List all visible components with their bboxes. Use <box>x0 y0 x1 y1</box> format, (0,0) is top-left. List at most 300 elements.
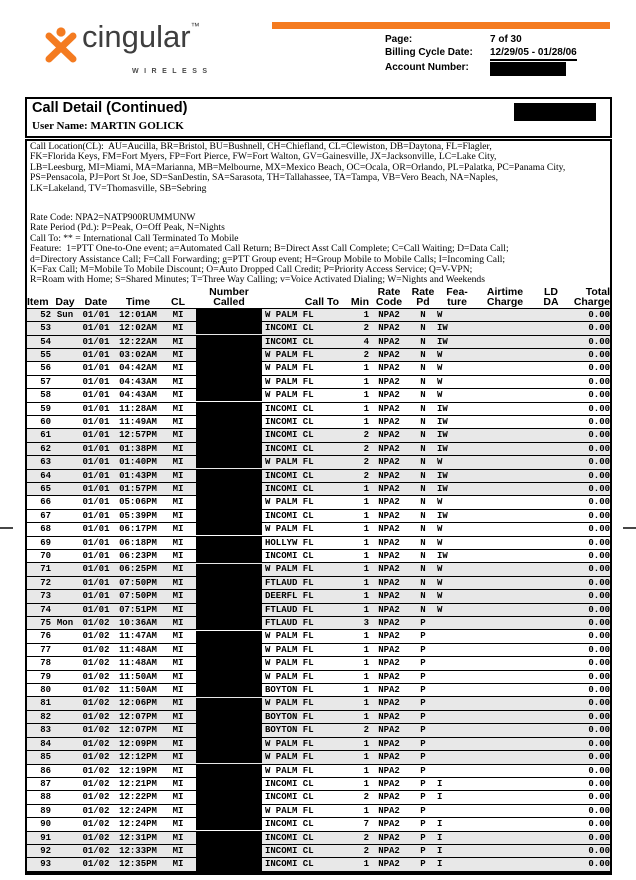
cell-number-called <box>193 724 265 737</box>
cell-total_charge: 0.00 <box>588 443 610 454</box>
cell-feature: IW <box>437 323 448 334</box>
cell-ld_da <box>533 777 569 790</box>
cell-airtime_charge <box>477 469 533 482</box>
cell-item: 75 <box>40 618 51 629</box>
cell-cl: MI <box>172 765 184 776</box>
cell-ld_da <box>533 684 569 697</box>
cell-call_to: W PALM FL <box>265 658 314 669</box>
cell-rate_pd: P <box>420 792 426 803</box>
cell-number-called <box>193 308 265 321</box>
cell-call_to: W PALM FL <box>265 349 314 360</box>
cell-min: 1 <box>363 363 369 374</box>
cell-day <box>51 536 79 549</box>
cell-time: 12:07PM <box>119 725 157 736</box>
cell-total_charge: 0.00 <box>588 564 610 575</box>
cell-day <box>51 777 79 790</box>
cell-cl: MI <box>172 631 184 642</box>
cell-airtime_charge <box>477 844 533 857</box>
cell-rate_pd: P <box>420 765 426 776</box>
table-row <box>27 429 610 442</box>
cell-item: 91 <box>40 832 51 843</box>
cell-airtime_charge <box>477 590 533 603</box>
cell-item: 77 <box>40 644 51 655</box>
table-row <box>27 563 610 576</box>
table-row <box>27 402 610 415</box>
cell-cl: MI <box>172 832 184 843</box>
cell-min: 1 <box>363 685 369 696</box>
cell-call_to: INCOMI CL <box>265 859 314 870</box>
redacted-number-called <box>196 805 262 817</box>
cell-call_to: W PALM FL <box>265 671 314 682</box>
cell-date: 01/02 <box>82 698 110 709</box>
cell-number-called <box>193 617 265 630</box>
cell-date: 01/01 <box>82 591 110 602</box>
cell-number-called <box>193 630 265 643</box>
col-header-feature: Fea- <box>446 285 468 298</box>
cell-rate_pd: P <box>420 698 426 709</box>
cell-airtime_charge <box>477 536 533 549</box>
cell-ld_da <box>533 348 569 361</box>
cell-call_to: INCOMI CL <box>265 510 314 521</box>
cell-date: 01/01 <box>82 604 110 615</box>
cell-feature <box>437 617 477 630</box>
cell-total_charge: 0.00 <box>588 403 610 414</box>
cell-rate_pd: N <box>420 443 426 454</box>
cell-feature: W <box>437 349 443 360</box>
redacted-number-called <box>196 429 262 441</box>
call-table <box>27 286 610 872</box>
cell-day <box>51 415 79 428</box>
cell-ld_da <box>533 335 569 348</box>
cell-rate_code: NPA2 <box>378 430 400 441</box>
legend-line: d=Directory Assistance Call; F=Call Forwarding; g=PTT Group event; H=Group Mobile to Mobile Calls; I=Incoming Call; <box>30 253 506 265</box>
cell-date: 01/02 <box>82 832 110 843</box>
cell-day <box>51 858 79 871</box>
cell-rate_code: NPA2 <box>378 349 400 360</box>
cell-day <box>51 764 79 777</box>
cell-min: 2 <box>363 792 369 803</box>
redacted-number-called <box>196 845 262 857</box>
cell-total_charge: 0.00 <box>588 497 610 508</box>
cell-airtime_charge <box>477 630 533 643</box>
cell-date: 01/01 <box>82 309 110 320</box>
cell-rate_code: NPA2 <box>378 510 400 521</box>
redacted-number-called <box>196 778 262 790</box>
cell-day <box>51 710 79 723</box>
cell-time: 12:21PM <box>119 778 157 789</box>
cell-day <box>51 442 79 455</box>
cell-cl: MI <box>172 845 184 856</box>
cell-feature: IW <box>437 336 448 347</box>
cell-rate_pd: N <box>420 564 426 575</box>
legend-line: PS=Pensacola, PJ=Port St Joe, SD=SanDestin, SA=Sarasota, TH=Tallahassee, TA=Tampa, VB=Vero Beach, NA=Naples, <box>30 172 499 184</box>
cell-total_charge: 0.00 <box>588 792 610 803</box>
cell-day <box>51 322 79 335</box>
cell-feature: W <box>437 564 443 575</box>
cell-feature: I <box>437 792 443 803</box>
col-header-item: Item <box>27 296 49 309</box>
cell-ld_da <box>533 818 569 831</box>
cell-ld_da <box>533 375 569 388</box>
cell-rate_pd: P <box>420 658 426 669</box>
cell-day <box>51 804 79 817</box>
cell-number-called <box>193 697 265 710</box>
cell-rate_code: NPA2 <box>378 537 400 548</box>
cell-call_to: INCOMI CL <box>265 443 314 454</box>
cell-time: 07:50PM <box>119 591 157 602</box>
cell-min: 3 <box>363 618 369 629</box>
legend-spacer <box>27 194 610 212</box>
cell-cl: MI <box>172 403 184 414</box>
cell-call_to: INCOMI CL <box>265 551 314 561</box>
cell-item: 61 <box>40 430 51 441</box>
table-row <box>27 697 610 710</box>
cell-cl: MI <box>172 524 184 535</box>
cell-ld_da <box>533 751 569 764</box>
cell-cl: MI <box>172 792 184 803</box>
cell-cl: MI <box>172 483 184 494</box>
cell-rate_pd: N <box>420 497 426 508</box>
cell-total_charge: 0.00 <box>588 336 610 347</box>
cell-day <box>51 563 79 576</box>
cell-cl: MI <box>172 470 184 481</box>
cell-call_to: W PALM FL <box>265 390 314 401</box>
cell-ld_da <box>533 576 569 589</box>
cell-min: 2 <box>363 832 369 843</box>
cell-item: 88 <box>40 792 51 803</box>
cell-cl: MI <box>172 363 184 374</box>
redaction-box <box>514 103 596 121</box>
cell-min: 1 <box>363 658 369 669</box>
cell-date: 01/02 <box>82 778 110 789</box>
table-row <box>27 844 610 857</box>
redacted-number-called <box>196 376 262 388</box>
cell-time: 07:50PM <box>119 577 157 588</box>
redacted-number-called <box>196 657 262 669</box>
cell-airtime_charge <box>477 496 533 509</box>
cell-item: 56 <box>40 363 51 374</box>
cell-day <box>51 831 79 844</box>
cell-rate_pd: N <box>420 403 426 414</box>
cell-rate_code: NPA2 <box>378 336 400 347</box>
cell-min: 1 <box>363 309 369 320</box>
cell-total_charge: 0.00 <box>588 859 610 870</box>
cell-ld_da <box>533 630 569 643</box>
cell-number-called <box>193 335 265 348</box>
cell-rate_pd: N <box>420 577 426 588</box>
cell-total_charge: 0.00 <box>588 738 610 749</box>
table-row <box>27 375 610 388</box>
cell-feature <box>437 804 477 817</box>
cell-total_charge: 0.00 <box>588 349 610 360</box>
legend-line: FK=Florida Keys, FM=Fort Myers, FP=Fort Pierce, FW=Fort Walton, GV=Gainesville, JX=Jacksonville, LC=Lake City, <box>30 151 497 163</box>
cell-number-called <box>193 670 265 683</box>
cell-rate_code: NPA2 <box>378 403 400 414</box>
cell-item: 54 <box>40 336 51 347</box>
cell-airtime_charge <box>477 362 533 375</box>
cell-item: 68 <box>40 524 51 535</box>
cell-airtime_charge <box>477 402 533 415</box>
col-header-cl: CL <box>171 296 185 309</box>
cell-rate_pd: N <box>420 323 426 334</box>
cell-ld_da <box>533 710 569 723</box>
cell-time: 01:57PM <box>119 483 157 494</box>
table-row <box>27 509 610 522</box>
cell-item: 58 <box>40 390 51 401</box>
cell-min: 1 <box>363 376 369 387</box>
cell-cl: MI <box>172 497 184 508</box>
table-row <box>27 442 610 455</box>
col-header-date: Date <box>84 296 108 309</box>
cell-item: 52 <box>40 309 51 320</box>
legend-line: R=Roam with Home; S=Shared Minutes; T=Three Way Calling; v=Voice Activated Dialing; W=Nights and Weekends <box>30 274 485 286</box>
cell-total_charge: 0.00 <box>588 725 610 736</box>
redacted-number-called <box>196 510 262 522</box>
cell-item: 74 <box>40 604 51 615</box>
cell-min: 1 <box>363 671 369 682</box>
cell-time: 06:18PM <box>119 537 157 548</box>
cell-rate_code: NPA2 <box>378 564 400 575</box>
cell-time: 03:02AM <box>119 349 157 360</box>
cell-day <box>51 844 79 857</box>
cell-rate_code: NPA2 <box>378 711 400 722</box>
cell-cl: MI <box>172 819 184 830</box>
redacted-number-called <box>196 362 262 374</box>
cell-rate_code: NPA2 <box>378 631 400 642</box>
table-row <box>27 362 610 375</box>
cell-min: 1 <box>363 537 369 548</box>
cell-time: 01:43PM <box>119 470 157 481</box>
cell-rate_pd: N <box>420 537 426 548</box>
cell-cl: MI <box>172 778 184 789</box>
cell-date: 01/01 <box>82 510 110 521</box>
cell-number-called <box>193 818 265 831</box>
cell-ld_da <box>533 804 569 817</box>
cell-item: 79 <box>40 671 51 682</box>
redacted-number-called <box>196 671 262 683</box>
cell-time: 12:24PM <box>119 805 157 816</box>
cell-item: 78 <box>40 658 51 669</box>
cell-day <box>51 482 79 495</box>
cell-call_to: INCOMI CL <box>265 792 314 803</box>
cell-date: 01/01 <box>82 457 110 468</box>
cell-feature: IW <box>437 416 448 427</box>
cell-airtime_charge <box>477 509 533 522</box>
cell-rate_pd: P <box>420 685 426 696</box>
cell-rate_code: NPA2 <box>378 551 400 561</box>
cell-day <box>51 362 79 375</box>
cell-number-called <box>193 858 265 871</box>
cell-date: 01/02 <box>82 618 110 629</box>
cell-day <box>51 550 79 563</box>
cell-total_charge: 0.00 <box>588 363 610 374</box>
col-header-day: Day <box>55 296 75 309</box>
cell-cl: MI <box>172 309 184 320</box>
cell-time: 01:38PM <box>119 443 157 454</box>
cell-call_to: INCOMI CL <box>265 323 314 334</box>
cell-feature: W <box>437 363 443 374</box>
cell-airtime_charge <box>477 831 533 844</box>
cell-feature <box>437 751 477 764</box>
cell-day <box>51 603 79 616</box>
table-row <box>27 335 610 348</box>
cell-cl: MI <box>172 349 184 360</box>
cell-ld_da <box>533 550 569 563</box>
cell-total_charge: 0.00 <box>588 510 610 521</box>
cell-call_to: INCOMI CL <box>265 845 314 856</box>
table-row <box>27 804 610 817</box>
cell-rate_pd: N <box>420 524 426 535</box>
cell-total_charge: 0.00 <box>588 430 610 441</box>
cell-rate_pd: P <box>420 711 426 722</box>
cell-date: 01/01 <box>82 430 110 441</box>
cell-rate_code: NPA2 <box>378 483 400 494</box>
cell-feature: W <box>437 577 443 588</box>
cell-call_to: W PALM FL <box>265 698 314 709</box>
cell-rate_code: NPA2 <box>378 443 400 454</box>
cell-date: 01/01 <box>82 390 110 401</box>
cell-feature: IW <box>437 443 448 454</box>
cell-time: 12:31PM <box>119 832 157 843</box>
redacted-number-called <box>196 751 262 763</box>
table-row <box>27 456 610 469</box>
cell-cl: MI <box>172 738 184 749</box>
cell-feature <box>437 630 477 643</box>
cell-rate_pd: N <box>420 510 426 521</box>
cell-cl: MI <box>172 618 184 629</box>
cell-rate_pd: N <box>420 591 426 602</box>
cell-feature: I <box>437 778 443 789</box>
cell-number-called <box>193 550 265 563</box>
cell-rate_code: NPA2 <box>378 309 400 320</box>
cell-rate_pd: P <box>420 725 426 736</box>
cell-item: 67 <box>40 510 51 521</box>
cell-cl: MI <box>172 685 184 696</box>
cell-total_charge: 0.00 <box>588 604 610 615</box>
redacted-number-called <box>196 604 262 616</box>
cell-day <box>51 402 79 415</box>
cell-cl: MI <box>172 537 184 548</box>
cell-time: 01:40PM <box>119 457 157 468</box>
cell-feature: IW <box>437 403 448 414</box>
cell-time: 12:35PM <box>119 859 157 870</box>
table-row <box>27 415 610 428</box>
redacted-number-called <box>196 336 262 348</box>
cell-airtime_charge <box>477 389 533 402</box>
cell-airtime_charge <box>477 858 533 871</box>
table-row <box>27 536 610 549</box>
meta-cycle-row <box>385 46 577 61</box>
col-header-rate_pd: Pd <box>416 296 430 309</box>
redacted-number-called <box>196 738 262 750</box>
cell-total_charge: 0.00 <box>588 698 610 709</box>
cell-min: 1 <box>363 577 369 588</box>
cell-min: 1 <box>363 604 369 615</box>
cell-day <box>51 791 79 804</box>
redacted-number-called <box>196 711 262 723</box>
cell-rate_pd: P <box>420 832 426 843</box>
cell-day <box>51 590 79 603</box>
cell-min: 1 <box>363 483 369 494</box>
cell-date: 01/02 <box>82 819 110 830</box>
table-row <box>27 389 610 402</box>
cell-ld_da <box>533 523 569 536</box>
cell-number-called <box>193 482 265 495</box>
cell-item: 90 <box>40 819 51 830</box>
cell-feature: W <box>437 524 443 535</box>
cell-number-called <box>193 657 265 670</box>
cell-rate_pd: P <box>420 631 426 642</box>
cell-rate_code: NPA2 <box>378 591 400 602</box>
cell-ld_da <box>533 844 569 857</box>
cell-airtime_charge <box>477 603 533 616</box>
redacted-number-called <box>196 523 262 535</box>
cell-feature: W <box>437 309 443 320</box>
cell-total_charge: 0.00 <box>588 845 610 856</box>
cell-airtime_charge <box>477 415 533 428</box>
cell-item: 69 <box>40 537 51 548</box>
redacted-number-called <box>196 617 262 629</box>
cell-item: 93 <box>40 859 51 870</box>
cell-call_to: INCOMI CL <box>265 819 314 830</box>
cell-min: 2 <box>363 443 369 454</box>
cell-cl: MI <box>172 752 184 763</box>
table-row <box>27 831 610 844</box>
cell-number-called <box>193 844 265 857</box>
cell-airtime_charge <box>477 322 533 335</box>
table-row <box>27 777 610 790</box>
cell-call_to: FTLAUD FL <box>265 604 314 615</box>
cell-rate_pd: N <box>420 363 426 374</box>
cell-time: 12:19PM <box>119 765 157 776</box>
cell-airtime_charge <box>477 751 533 764</box>
cell-date: 01/01 <box>82 403 110 414</box>
cell-rate_code: NPA2 <box>378 845 400 856</box>
cell-airtime_charge <box>477 429 533 442</box>
cell-time: 12:24PM <box>119 819 157 830</box>
cell-day <box>51 818 79 831</box>
cell-feature: W <box>437 497 443 508</box>
cell-total_charge: 0.00 <box>588 752 610 763</box>
call-detail-box <box>25 139 612 875</box>
cell-ld_da <box>533 429 569 442</box>
redacted-number-called <box>196 818 262 830</box>
cell-total_charge: 0.00 <box>588 470 610 481</box>
cell-cl: MI <box>172 416 184 427</box>
table-header-row <box>27 297 610 308</box>
cell-min: 2 <box>363 845 369 856</box>
cell-number-called <box>193 737 265 750</box>
cell-total_charge: 0.00 <box>588 658 610 669</box>
legend-line: Feature: 1=PTT One-to-One event; a=Automated Call Return; B=Direct Asst Call Complete; C=Call Waiting; D=Data Call; <box>30 243 509 255</box>
cell-total_charge: 0.00 <box>588 591 610 602</box>
cell-call_to: W PALM FL <box>265 457 314 468</box>
cell-item: 62 <box>40 443 51 454</box>
cell-date: 01/01 <box>82 363 110 374</box>
cell-time: 10:36AM <box>119 618 157 629</box>
cell-number-called <box>193 563 265 576</box>
cell-feature: IW <box>437 470 448 481</box>
cell-day <box>51 469 79 482</box>
cell-airtime_charge <box>477 482 533 495</box>
cell-total_charge: 0.00 <box>588 323 610 334</box>
cell-rate_pd: N <box>420 309 426 320</box>
redacted-number-called <box>196 765 262 777</box>
cell-item: 70 <box>40 551 51 561</box>
redacted-number-called <box>196 416 262 428</box>
cell-airtime_charge <box>477 737 533 750</box>
cell-call_to: BOYTON FL <box>265 685 314 696</box>
